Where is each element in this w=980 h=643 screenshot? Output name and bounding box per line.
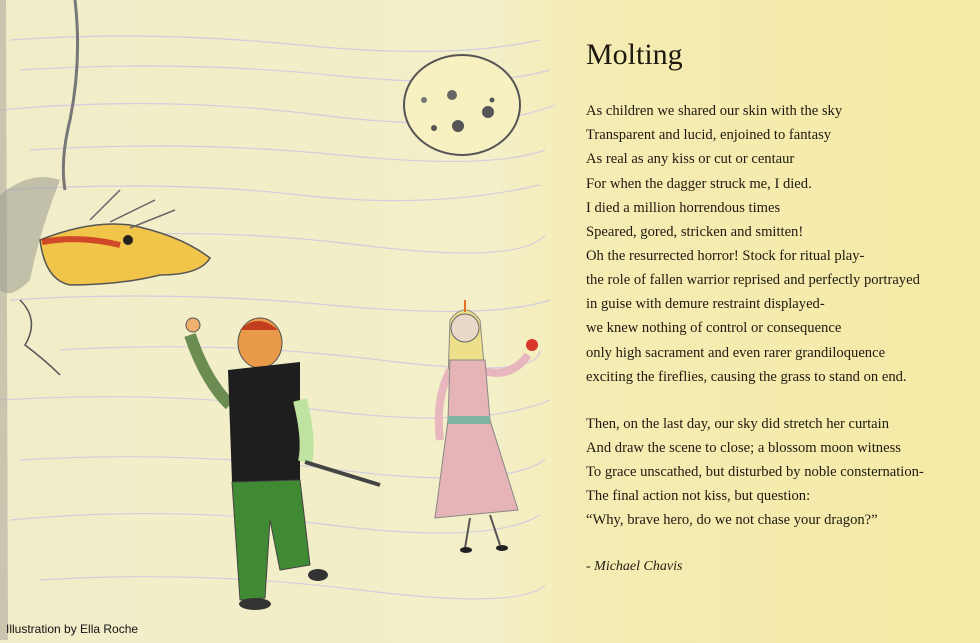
moon-drawing [404, 55, 520, 155]
poem-line: And draw the scene to close; a blossom moon witness [586, 440, 901, 456]
poem-line: Speared, gored, stricken and smitten! [586, 224, 804, 240]
poem-line: The final action not kiss, but question: [586, 488, 811, 504]
poem-line: Then, on the last day, our sky did stretch her curtain [586, 416, 890, 432]
poem-line: I died a million horrendous times [586, 200, 781, 216]
dragon-drawing [0, 177, 210, 375]
poem-line: Oh the resurrected horror! Stock for ritual play- [586, 248, 865, 264]
illustration-credit: Illustration by Ella Roche [6, 622, 139, 636]
poem-line: only high sacrament and even rarer grandiloquence [586, 345, 886, 361]
poem-line: Transparent and lucid, enjoined to fantasy [586, 127, 832, 143]
poem-line: we knew nothing of control or consequence [586, 320, 842, 336]
poem-line: the role of fallen warrior reprised and perfectly portrayed [586, 272, 920, 288]
poem-line: As real as any kiss or cut or centaur [586, 151, 795, 167]
poem-line: exciting the fireflies, causing the grass to stand on end. [586, 369, 907, 385]
poem-line: “Why, brave hero, do we not chase your dragon?” [586, 512, 878, 528]
poem-line: For when the dagger struck me, I died. [586, 176, 812, 192]
poem-line: To grace unscathed, but disturbed by noble consternation- [586, 464, 924, 480]
poem-line: in guise with demure restraint displayed- [586, 296, 825, 312]
poem-title: Molting [586, 38, 683, 71]
boy-drawing [186, 318, 380, 610]
poem-author: - Michael Chavis [586, 559, 683, 574]
poem-line: As children we shared our skin with the sky [586, 103, 843, 119]
girl-drawing [435, 300, 538, 553]
